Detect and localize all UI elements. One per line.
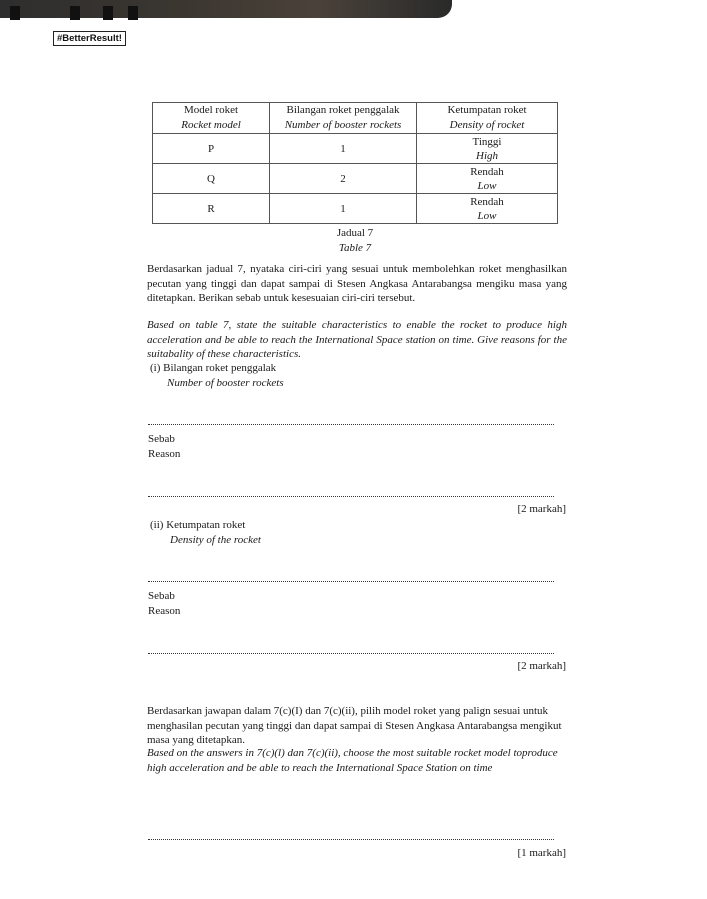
- photo-dark-shape: [70, 6, 80, 20]
- header-en: Rocket model: [181, 119, 241, 131]
- part-ii-label-en: Density of the rocket: [170, 534, 261, 546]
- model-cell: Q: [153, 164, 270, 194]
- table-caption-ms: Jadual 7: [336, 227, 374, 239]
- table-header-cell: [417, 103, 558, 134]
- density-ms: Rendah: [470, 195, 504, 208]
- reason-label-en: Reason: [148, 605, 181, 617]
- model-cell: P: [153, 134, 270, 164]
- header-ms: Ketumpatan roket: [447, 104, 527, 116]
- header-ms: Model roket: [183, 104, 239, 116]
- density-cell: [417, 164, 558, 194]
- density-cell: [417, 194, 558, 224]
- answer-line: [148, 653, 554, 654]
- table-caption-en: Table 7: [338, 242, 372, 254]
- top-photo-strip: [0, 0, 452, 18]
- answer-line: [148, 424, 554, 425]
- density-en: Low: [477, 209, 497, 222]
- marks-label: [2 markah]: [517, 503, 566, 515]
- part-iii-text-ms: Berdasarkan jawapan dalam 7(c)(I) dan 7(c)(ii), pilih model roket yang palign sesuai untuk menghasilan pecutan yang tinggi dan dapat sampai di Stesen Angkasa Antarabangsa mengikut masa yang ditetapkan.: [147, 705, 562, 746]
- photo-dark-shape: [103, 6, 113, 20]
- header-en: Density of rocket: [449, 119, 525, 131]
- header-ms: Bilangan roket penggalak: [286, 104, 400, 116]
- table-header-cell: [270, 103, 417, 134]
- boosters-cell: 1: [270, 134, 417, 164]
- marks-label: [2 markah]: [517, 660, 566, 672]
- part-iii-text-en: Based on the answers in 7(c)(l) dan 7(c)(ii), choose the most suitable rocket model toproduce high acceleration and be able to reach the International Space Station on time: [147, 747, 558, 774]
- table-row: [153, 194, 558, 224]
- part-i-label-en: Number of booster rockets: [167, 377, 284, 389]
- boosters-cell: 1: [270, 194, 417, 224]
- density-ms: Rendah: [470, 165, 504, 178]
- reason-label-en: Reason: [148, 448, 181, 460]
- reason-label-ms: Sebab: [148, 590, 175, 602]
- answer-line: [148, 581, 554, 582]
- density-en: High: [476, 149, 498, 162]
- density-cell: [417, 134, 558, 164]
- answer-line: [148, 839, 554, 840]
- photo-dark-shape: [128, 6, 138, 20]
- answer-line: [148, 496, 554, 497]
- part-i-label-ms: (i) Bilangan roket penggalak: [150, 362, 277, 374]
- table-row: [153, 134, 558, 164]
- table-row: [153, 164, 558, 194]
- better-result-tag: #BetterResult!: [53, 31, 126, 46]
- boosters-cell: 2: [270, 164, 417, 194]
- marks-label: [1 markah]: [517, 847, 566, 859]
- density-ms: Tinggi: [472, 135, 502, 148]
- part-ii-label-ms: (ii) Ketumpatan roket: [150, 519, 246, 531]
- question-text-ms: Berdasarkan jadual 7, nyataka ciri-ciri yang sesuai untuk membolehkan roket menghasilkan pecutan yang tinggi dan dapat sampai di Stesen Angkasa Antarabangsa mengiku masa yang ditetapkan. Berikan sebab untuk kesesuaian ciri-ciri tersebut.: [147, 263, 567, 304]
- reason-label-ms: Sebab: [148, 433, 175, 445]
- density-en: Low: [477, 179, 497, 192]
- photo-dark-shape: [10, 6, 20, 20]
- table-header-row: [153, 103, 558, 134]
- header-en: Number of booster rockets: [284, 119, 402, 131]
- model-cell: R: [153, 194, 270, 224]
- rocket-table: [152, 102, 558, 224]
- table-header-cell: [153, 103, 270, 134]
- question-text-en: Based on table 7, state the suitable characteristics to enable the rocket to produce high acceleration and be able to reach the International Space station on time. Give reasons for the suitabality of these characteristics.: [147, 319, 567, 360]
